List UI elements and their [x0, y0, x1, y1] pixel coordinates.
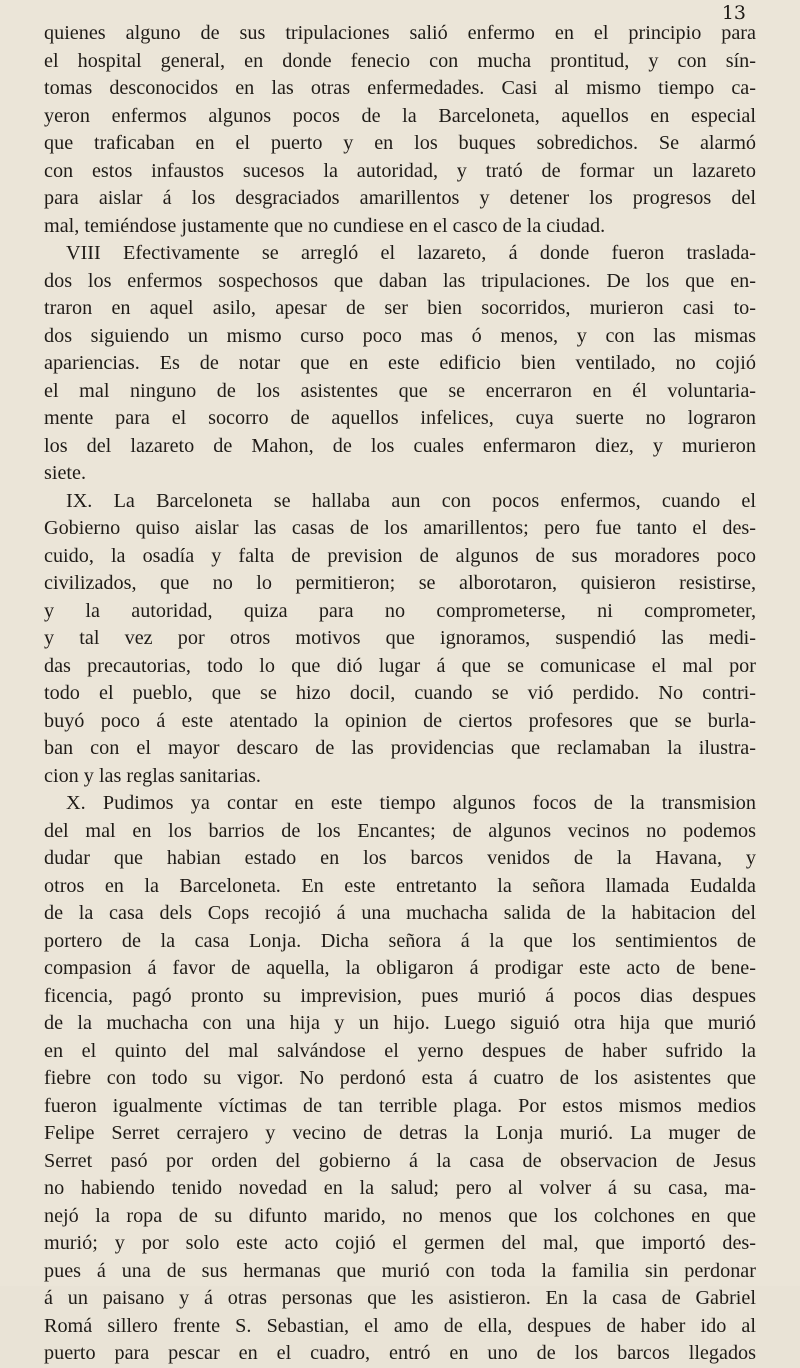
- text-line: de la casa dels Cops recojió á una muchacha salida de la habitacion del: [44, 902, 756, 924]
- text-line: compasion á favor de aquella, la obligaron á prodigar este acto de bene-: [44, 957, 756, 979]
- text-line: Felipe Serret cerrajero y vecino de detras la Lonja murió. La muger de: [44, 1122, 756, 1144]
- text-line: IX. La Barceloneta se hallaba aun con pocos enfermos, cuando el: [66, 489, 756, 512]
- text-line: fueron igualmente víctimas de tan terrible plaga. Por estos mismos medios: [44, 1094, 756, 1117]
- text-line: del mal en los barrios de los Encantes; de algunos vecinos no podemos: [44, 819, 756, 842]
- text-line: das precautorias, todo lo que dió lugar á que se comunicase el mal por: [44, 654, 756, 677]
- text-line: dos los enfermos sospechosos que daban las tripulaciones. De los que en-: [44, 269, 756, 292]
- text-line: para aislar á los desgraciados amarillentos y detener los progresos del: [44, 187, 756, 209]
- text-line: en el quinto del mal salvándose el yerno despues de haber sufrido la: [44, 1039, 756, 1062]
- text-line: que traficaban en el puerto y en los buques sobredichos. Se alarmó: [44, 132, 756, 154]
- page-text: [44, 20, 756, 1368]
- text-line: puerto para pescar en el cuadro, entró en uno de los barcos llegados: [44, 1342, 756, 1364]
- text-line: civilizados, que no lo permitieron; se alborotaron, quisieron resistirse,: [44, 572, 756, 594]
- text-line: nejó la ropa de su difunto marido, no menos que los colchones en que: [44, 1204, 756, 1227]
- page-number: 13: [721, 2, 746, 24]
- text-line: cuido, la osadía y falta de prevision de algunos de sus moradores poco: [44, 544, 756, 567]
- text-line: los del lazareto de Mahon, de los cuales enfermaron diez, y murieron: [44, 434, 756, 457]
- text-line: traron en aquel asilo, apesar de ser bien socorridos, murieron casi to-: [44, 297, 756, 319]
- text-line: apariencias. Es de notar que en este edificio bien ventilado, no cojió: [44, 352, 756, 374]
- text-line: tomas desconocidos en las otras enfermedades. Casi al mismo tiempo ca-: [44, 77, 756, 99]
- text-line: y tal vez por otros motivos que ignoramos, suspendió las medi-: [44, 627, 756, 649]
- text-line: mente para el socorro de aquellos infelices, cuya suerte no lograron: [44, 407, 756, 429]
- text-line: Romá sillero frente S. Sebastian, el amo de ella, despues de haber ido al: [44, 1314, 756, 1337]
- text-line: no habiendo tenido novedad en la salud; pero al volver á su casa, ma-: [44, 1177, 756, 1199]
- text-line: X. Pudimos ya contar en este tiempo algunos focos de la transmision: [66, 792, 756, 814]
- text-line: todo el pueblo, que se hizo docil, cuando se vió perdido. No contri-: [44, 682, 756, 704]
- text-line: á un paisano y á otras personas que les asistieron. En la casa de Gabriel: [44, 1287, 756, 1309]
- text-line: fiebre con todo su vigor. No perdonó esta á cuatro de los asistentes que: [44, 1067, 756, 1089]
- text-line: dudar que habian estado en los barcos venidos de la Havana, y: [44, 847, 756, 869]
- text-line: Serret pasó por orden del gobierno á la casa de observacion de Jesus: [44, 1149, 756, 1172]
- text-line: cion y las reglas sanitarias.: [44, 764, 261, 787]
- text-line: y la autoridad, quiza para no comprometerse, ni comprometer,: [44, 599, 756, 622]
- text-line: de la muchacha con una hija y un hijo. Luego siguió otra hija que murió: [44, 1012, 756, 1034]
- text-line: portero de la casa Lonja. Dicha señora á la que los sentimientos de: [44, 929, 756, 952]
- text-line: yeron enfermos algunos pocos de la Barceloneta, aquellos en especial: [44, 104, 756, 127]
- text-line: el hospital general, en donde fenecio con mucha prontitud, y con sín-: [44, 49, 756, 72]
- text-line: siete.: [44, 462, 87, 484]
- text-line: ban con el mayor descaro de las providencias que reclamaban la ilustra-: [44, 737, 756, 759]
- text-line: quienes alguno de sus tripulaciones salió enfermo en el principio para: [44, 22, 756, 44]
- text-line: dos siguiendo un mismo curso poco mas ó menos, y con las mismas: [44, 324, 756, 347]
- text-line: mal, temiéndose justamente que no cundiese en el casco de la ciudad.: [44, 214, 606, 237]
- text-line: buyó poco á este atentado la opinion de ciertos profesores que se burla-: [44, 709, 756, 732]
- text-line: otros en la Barceloneta. En este entretanto la señora llamada Eudalda: [44, 874, 756, 897]
- text-line: con estos infaustos sucesos la autoridad, y trató de formar un lazareto: [44, 159, 756, 182]
- text-line: Gobierno quiso aislar las casas de los amarillentos; pero fue tanto el des-: [44, 517, 756, 539]
- text-line: ficencia, pagó pronto su imprevision, pues murió á pocos dias despues: [44, 984, 756, 1007]
- text-line: el mal ninguno de los asistentes que se encerraron en él voluntaria-: [44, 379, 756, 402]
- text-line: pues á una de sus hermanas que murió con toda la familia sin perdonar: [44, 1259, 756, 1282]
- text-line: murió; y por solo este acto cojió el germen del mal, que importó des-: [44, 1232, 756, 1254]
- text-line: VIII Efectivamente se arregló el lazareto, á donde fueron traslada-: [66, 242, 756, 264]
